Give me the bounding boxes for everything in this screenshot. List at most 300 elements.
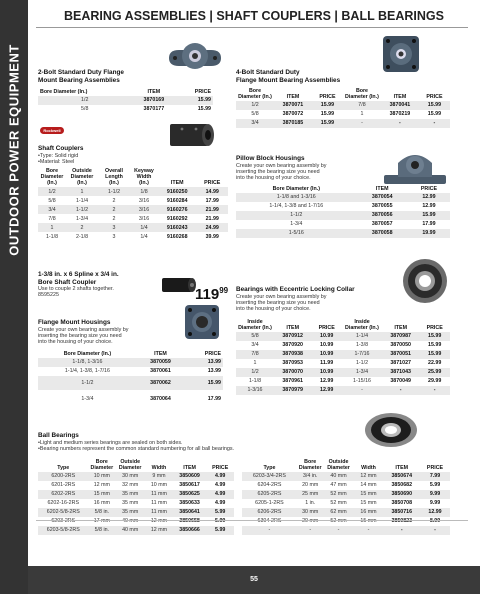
col-header: PRICE: [420, 185, 438, 192]
cell: 16 mm: [93, 500, 110, 507]
cell: 3870064: [150, 395, 171, 402]
cell: 3850682: [391, 482, 413, 489]
cell: 15.99: [184, 376, 223, 390]
four-bolt-title-2: Flange Mount Bearing Assemblies: [236, 76, 341, 84]
table-row: [38, 205, 228, 214]
spline-price: [195, 286, 228, 303]
cell: 1 in.: [305, 500, 316, 507]
cell: 3870058: [357, 229, 408, 238]
cell: 3850690: [384, 490, 421, 499]
table-row: [242, 472, 450, 481]
cell: 3: [112, 233, 116, 240]
cell: 6205-2RS: [242, 490, 297, 499]
col-header: ITEM: [170, 180, 184, 187]
table-row: [38, 472, 234, 481]
spline-item: 8595225: [38, 292, 59, 299]
col-header: Width: [361, 465, 376, 471]
cell: 1-15/16: [353, 378, 371, 385]
cell: 35 mm: [115, 490, 145, 499]
cell: 3/16: [138, 215, 150, 222]
cell: 4.99: [215, 482, 226, 489]
title-divider: [36, 27, 468, 28]
cell: 6304-2RS: [257, 518, 282, 525]
cell: -: [297, 526, 324, 535]
cell: 12 mm: [93, 482, 110, 489]
cell: 3870056: [357, 211, 408, 220]
cell: 13.99: [207, 368, 221, 375]
cell: 3/4 in.: [297, 472, 324, 481]
shaft-couplers-bullet: •Material: Steel: [38, 158, 75, 165]
footer-divider: [36, 520, 468, 521]
table-row: [236, 377, 450, 386]
shaft-couplers-section: [38, 145, 228, 241]
cell: -: [381, 119, 419, 128]
cell: 3850633: [179, 500, 200, 507]
two-bolt-title-1: 2-Bolt Standard Duty Flange: [38, 69, 124, 76]
cell: 15 mm: [354, 490, 384, 499]
cell: 13.99: [184, 358, 223, 367]
flange-housings-desc: into the housing of your choice.: [38, 339, 113, 346]
table-row: [236, 350, 450, 359]
spline-desc: Use to couple 2 shafts together.: [38, 286, 114, 292]
cell: 1/2: [38, 187, 66, 196]
table-row: [236, 359, 450, 368]
two-bolt-flange-section: [38, 69, 213, 114]
col-header: Bore Diameter (In.): [272, 185, 320, 192]
shaft-couplers-table: [38, 167, 228, 241]
cell: 3850666: [173, 526, 207, 535]
cell: 5.99: [206, 526, 234, 535]
table-row: [236, 211, 450, 220]
cell: 17.99: [205, 197, 219, 204]
cell: 7/8: [48, 215, 56, 222]
cell: 9.99: [429, 500, 441, 507]
cell: 3870041: [381, 101, 419, 110]
cell: 10.99: [311, 368, 342, 377]
four-bolt-flange-section: [236, 69, 450, 128]
cell: 19.99: [408, 229, 450, 238]
cell: 3870061: [150, 368, 171, 375]
table-row: [38, 367, 223, 376]
flange-housings-table: [38, 350, 223, 408]
cell: 1/2: [236, 101, 274, 110]
cell: 5/8 in.: [89, 508, 116, 517]
flange-housings-section: [38, 319, 223, 408]
cell: 1-5/16: [236, 229, 357, 238]
cell: 1: [38, 223, 66, 232]
cell: 35 mm: [122, 500, 139, 507]
cell: -: [354, 526, 384, 535]
table-row: [242, 481, 450, 490]
col-header: Outside Diameter: [327, 459, 350, 471]
col-header: Bore Diameter: [90, 459, 114, 471]
cell: 1-3/4: [81, 395, 94, 402]
pillow-block-title: Pillow Block Housings: [236, 155, 305, 162]
cell: 10.99: [320, 342, 334, 349]
cell: 17 mm: [93, 518, 110, 525]
cell: 39.99: [205, 233, 219, 240]
cell: 3850658: [179, 518, 200, 525]
cell: 1/4: [140, 233, 148, 240]
cell: 7/8: [236, 350, 274, 359]
cell: 15.99: [427, 111, 442, 118]
ball-bearings-bullet: •Light and medium series bearings are sealed on both sides.: [38, 439, 183, 446]
ball-bearing-image: [360, 410, 422, 450]
table-row: [38, 187, 228, 196]
cell: 1: [66, 187, 98, 196]
ball-bearings-section: [38, 432, 234, 452]
cell: 12 mm: [145, 526, 173, 535]
flange-housings-desc: Create your own bearing assembly by: [38, 326, 129, 333]
cell: 3871027: [390, 360, 411, 367]
cell: 1-1/8, 1-3/16: [38, 358, 137, 367]
col-header: ITEM: [286, 324, 299, 331]
cell: 1-1/4: [342, 332, 382, 341]
cell: 11.99: [320, 360, 334, 367]
cell: 1-1/2: [38, 376, 137, 390]
table-row: [38, 526, 234, 535]
cell: 1-1/2: [236, 211, 357, 220]
cell: 3870055: [371, 203, 393, 210]
cell: 15.99: [428, 342, 442, 349]
table-row: [38, 223, 228, 232]
table-row: [38, 214, 228, 223]
pillow-block-desc: into the housing of your choice.: [236, 175, 311, 182]
table-row: [38, 232, 228, 241]
cell: 3850674: [384, 472, 421, 481]
cell: 52 mm: [330, 518, 347, 525]
cell: 6202-2RS: [38, 490, 89, 499]
cell: 6200-2RS: [38, 472, 89, 481]
table-row: [242, 517, 450, 526]
cell: 7/8: [343, 101, 381, 110]
cell: 5/8 in.: [89, 526, 116, 535]
sidebar-label: OUTDOOR POWER EQUIPMENT: [6, 44, 22, 256]
cell: 40 mm: [122, 518, 139, 525]
table-row: [236, 101, 450, 110]
cell: 3870953: [282, 360, 303, 367]
cell: 1-1/8 and 1-3/16: [236, 193, 357, 202]
table-row: [242, 490, 450, 499]
cell: -: [324, 526, 354, 535]
cell: 20 mm: [302, 482, 319, 489]
cell: 11 mm: [151, 500, 167, 507]
cell: 3/4: [251, 342, 259, 349]
cell: 6205-1-2RS: [255, 500, 284, 507]
cell: 3/16: [130, 205, 158, 214]
cell: 20 mm: [302, 518, 319, 525]
two-bolt-table: [38, 88, 213, 114]
pillow-block-desc: Create your own bearing assembly by: [236, 162, 327, 169]
cell: 15 mm: [360, 518, 377, 525]
cell: 29.99: [428, 378, 442, 385]
cell: 15.99: [408, 211, 450, 220]
cell: 3870169: [131, 96, 176, 105]
price-cents: 99: [219, 286, 229, 295]
spline-title-1: 1-3/8 in. x 6 Spline x 3/4 in.: [38, 271, 119, 278]
cell: 12.99: [422, 203, 436, 210]
spline-title-2: Bore Shaft Coupler: [38, 278, 97, 286]
col-header: PRICE: [426, 465, 444, 471]
cell: 25.99: [419, 368, 450, 377]
table-row: [236, 119, 450, 128]
cell: 3/16: [138, 197, 150, 204]
cell: 3850716: [384, 508, 421, 517]
col-header: Outside Diameter (In.): [70, 168, 94, 187]
four-bolt-table: [236, 87, 450, 128]
cell: -: [242, 526, 297, 535]
shaft-couplers-title: Shaft Couplers: [38, 145, 84, 152]
table-row: [236, 386, 450, 395]
cell: 40 mm: [115, 526, 145, 535]
cell: 1: [360, 111, 364, 118]
cell: 1-3/4: [342, 368, 382, 377]
col-header: Bore Diameter (In.): [40, 168, 64, 187]
cell: 17.99: [422, 221, 436, 228]
cell: 1-1/4: [75, 197, 89, 204]
col-header: PRICE: [204, 350, 221, 357]
cell: 16 mm: [354, 508, 384, 517]
cell: 3/4: [38, 205, 66, 214]
pillow-block-table: [236, 185, 450, 238]
cell: 12 mm: [354, 472, 384, 481]
col-header: PRICE: [194, 89, 211, 95]
col-header: Overall Length (In.): [105, 168, 123, 187]
cell: 2: [66, 223, 98, 232]
cell: -: [420, 526, 450, 535]
cell: 3871043: [382, 368, 419, 377]
cell: 3850617: [179, 482, 200, 489]
cell: 1-7/16: [342, 350, 382, 359]
cell: 21.99: [205, 215, 219, 222]
cell: 3870185: [274, 119, 312, 128]
cell: 15.99: [419, 350, 450, 359]
shaft-couplers-bullet: •Type: Solid rigid: [38, 152, 79, 159]
cell: 6204-2RS: [257, 482, 282, 489]
cell: 15.99: [197, 106, 211, 113]
cell: 30 mm: [297, 508, 324, 517]
table-row: [242, 508, 450, 517]
col-header: Bore Diameter (In.): [40, 89, 88, 95]
cell: 1-1/4, 1-3/8, 1-7/16: [64, 368, 110, 375]
cell: 5/8: [81, 106, 89, 113]
two-bolt-title-2: Mount Bearing Assemblies: [38, 76, 120, 84]
cell: 1-3/8: [355, 342, 369, 349]
table-row: [236, 202, 450, 211]
cell: 3870071: [274, 101, 312, 110]
cell: 40 mm: [324, 472, 354, 481]
cell: 3850708: [391, 500, 413, 507]
cell: 3870219: [389, 111, 411, 118]
table-row: [38, 196, 228, 205]
cell: 52 mm: [330, 500, 347, 507]
table-row: [236, 368, 450, 377]
cell: 1-3/4: [75, 215, 89, 222]
table-row: [38, 96, 213, 105]
cell: 1/2: [38, 96, 131, 105]
cell: 47 mm: [330, 482, 347, 489]
cell: -: [419, 119, 450, 128]
col-header: ITEM: [375, 185, 389, 192]
cell: 3870051: [382, 350, 419, 359]
table-row: [38, 358, 223, 367]
cell: 3870062: [137, 376, 184, 390]
cell: 3870987: [382, 332, 419, 341]
cell: 3870059: [137, 358, 184, 367]
table-row: [236, 341, 450, 350]
table-row: [38, 508, 234, 517]
cell: 1/8: [130, 187, 158, 196]
cell: 6203-5/8-2RS: [38, 526, 89, 535]
cell: 12.99: [420, 508, 450, 517]
cell: 3/4: [236, 119, 274, 128]
cell: 1-1/2: [355, 360, 369, 367]
cell: 12.99: [320, 378, 334, 385]
cell: 12.99: [311, 386, 342, 395]
cell: 6202-5/8-2RS: [38, 508, 89, 517]
cell: 1: [253, 360, 257, 367]
col-header: ITEM: [154, 350, 167, 357]
cell: 3870072: [282, 111, 304, 118]
cell: 9.99: [420, 490, 450, 499]
cell: 1/2: [236, 368, 274, 377]
cell: 6206-2RS: [242, 508, 297, 517]
col-header: Type: [57, 465, 70, 471]
eccentric-collar-section: [236, 286, 450, 395]
cell: 11 mm: [145, 490, 173, 499]
table-row: [38, 481, 234, 490]
cell: -: [382, 386, 419, 395]
cell: 3870938: [274, 350, 311, 359]
table-row: [236, 220, 450, 229]
col-header: PRICE: [212, 465, 229, 471]
cell: 9160268: [166, 233, 188, 240]
rockwell-logo: Rockwell: [40, 127, 64, 134]
cell: 3870054: [357, 193, 408, 202]
col-header: Bore Diameter (In.): [345, 88, 379, 100]
cell: 1-1/2: [98, 187, 130, 196]
cell: 15.99: [312, 101, 343, 110]
cell: 15 mm: [89, 490, 116, 499]
table-row: [38, 499, 234, 508]
ball-bearings-title: Ball Bearings: [38, 432, 79, 439]
col-header: PRICE: [319, 94, 336, 100]
col-header: Keyway Width (In.): [134, 168, 154, 187]
cell: 3870961: [282, 378, 303, 385]
cell: 1-3/16: [236, 386, 274, 395]
cell: -: [342, 386, 382, 395]
cell: 15.99: [320, 111, 335, 118]
col-header: ITEM: [395, 465, 409, 471]
col-header: Bore Diameter (In.): [63, 350, 112, 357]
cell: 1-1/8: [248, 378, 262, 385]
ball-bearings-bullet: •Bearing numbers represent the common standard numbering for all ball bearings.: [38, 445, 235, 452]
cell: 9160250: [158, 187, 196, 196]
cell: 21.99: [196, 205, 228, 214]
table-row: [236, 332, 450, 341]
page-number: 55: [28, 566, 480, 594]
cell: 15.99: [312, 119, 343, 128]
cell: 9160292: [166, 215, 188, 222]
table-row: [242, 499, 450, 508]
col-header: Inside Diameter (In.): [238, 318, 272, 331]
cell: 3850625: [173, 490, 207, 499]
col-header: PRICE: [426, 324, 443, 331]
col-header: ITEM: [286, 94, 300, 100]
pillow-block-desc: inserting the bearing size you need: [236, 168, 320, 175]
pillow-block-section: [236, 155, 450, 238]
col-header: PRICE: [318, 324, 335, 331]
cell: 3870912: [274, 332, 311, 341]
cell: 3850609: [173, 472, 207, 481]
cell: 25 mm: [297, 490, 324, 499]
cell: 62 mm: [324, 508, 354, 517]
price-dollars: 119: [195, 286, 220, 303]
cell: 10 mm: [150, 482, 168, 489]
eccentric-collar-desc: inserting the bearing size you need: [236, 299, 320, 306]
col-header: Bore Diameter: [298, 459, 322, 471]
col-header: Type: [263, 465, 276, 471]
cell: 15.99: [419, 101, 450, 110]
cell: -: [419, 386, 450, 395]
cell: 6203-3/4-2RS: [242, 472, 297, 481]
cell: 24.99: [196, 223, 228, 232]
spline-coupler-image: [158, 268, 198, 302]
cell: 2: [112, 215, 116, 222]
cell: 15.99: [419, 332, 450, 341]
cell: 1/4: [130, 223, 158, 232]
cell: 3850641: [173, 508, 207, 517]
cell: 9160276: [158, 205, 196, 214]
eccentric-collar-table: [236, 318, 450, 395]
flange-housings-desc: inserting the bearing size you need: [38, 332, 122, 339]
ball-bearings-table-left: [38, 458, 234, 535]
cell: 7.99: [420, 472, 450, 481]
cell: 1-1/4, 1-3/8 and 1-7/16: [269, 203, 324, 210]
cell: 9160284: [166, 197, 188, 204]
sidebar: [0, 0, 28, 594]
cell: 5.99: [206, 508, 234, 517]
cell: 30 mm: [115, 472, 145, 481]
cell: 6203-2RS: [51, 518, 76, 525]
cell: 3870070: [274, 368, 311, 377]
table-row: [236, 229, 450, 238]
table-row: [242, 526, 450, 535]
cell: 3870050: [390, 342, 411, 349]
four-bolt-title-1: 4-Bolt Standard Duty: [236, 69, 300, 76]
page-title: BEARING ASSEMBLIES | SHAFT COUPLERS | BALL BEARINGS: [64, 9, 444, 23]
cell: 9160243: [158, 223, 196, 232]
col-header: PRICE: [426, 94, 443, 100]
cell: 22.99: [428, 360, 442, 367]
cell: 6201-2RS: [51, 482, 76, 489]
col-header: ITEM: [394, 324, 407, 331]
cell: 3870057: [371, 221, 393, 228]
cell: 52 mm: [324, 490, 354, 499]
cell: 1-1/8: [45, 233, 59, 240]
cell: 4.99: [215, 500, 226, 507]
table-row: [38, 390, 223, 408]
cell: 35 mm: [115, 508, 145, 517]
flange-housings-title: Flange Mount Housings: [38, 319, 111, 326]
cell: 4.99: [206, 472, 234, 481]
cell: 12 mm: [150, 518, 168, 525]
col-header: ITEM: [147, 89, 161, 95]
cell: 3870049: [390, 378, 411, 385]
cell: 3870979: [274, 386, 311, 395]
cell: 1-1/2: [66, 205, 98, 214]
cell: 10 mm: [89, 472, 116, 481]
